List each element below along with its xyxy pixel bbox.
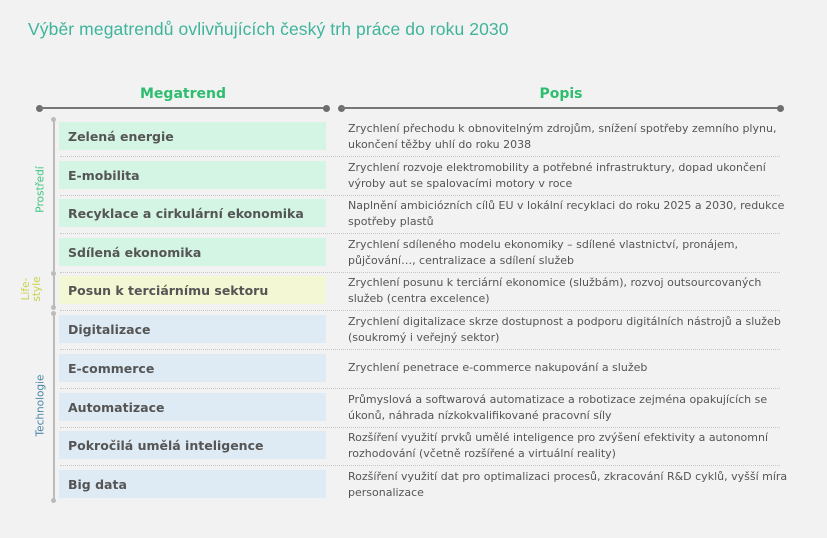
table-row — [59, 276, 827, 315]
table-row — [59, 238, 827, 277]
popis-header-line — [341, 107, 781, 109]
megatrend-name: E-commerce — [59, 354, 326, 382]
row-divider — [60, 465, 780, 466]
table-row — [59, 393, 827, 432]
megatrend-header-line — [40, 107, 326, 109]
row-divider — [60, 233, 780, 234]
megatrend-description: Zrychlení digitalizace skrze dostupnost a podporu digitálních nástrojů a služeb (soukromý i veřejný sektor) — [348, 315, 781, 344]
row-divider — [60, 427, 780, 428]
megatrend-description: Rozšíření využití dat pro optimalizaci procesů, zkracování R&D cyklů, vyšší míra personalizace — [348, 470, 788, 499]
megatrend-header: Megatrend — [140, 86, 226, 102]
row-divider — [60, 310, 780, 311]
megatrend-name: Pokročilá umělá inteligence — [59, 431, 326, 459]
megatrend-name: Zelená energie — [59, 122, 326, 150]
table-row — [59, 122, 827, 161]
megatrend-description: Zrychlení přechodu k obnovitelným zdrojům, snížení spotřeby zemního plynu, ukončení těžby uhlí do roku 2038 — [348, 122, 777, 151]
megatrend-name: Big data — [59, 470, 326, 498]
row-divider — [60, 349, 780, 350]
megatrend-name: E-mobilita — [59, 161, 326, 189]
page-title: Výběr megatrendů ovlivňujících český trh práce do roku 2030 — [28, 19, 509, 39]
table-row — [59, 431, 827, 470]
megatrend-name: Automatizace — [59, 393, 326, 421]
megatrend-name: Sdílená ekonomika — [59, 238, 326, 266]
table-row — [59, 354, 827, 393]
table-row — [59, 470, 827, 509]
megatrend-description: Průmyslová a softwarová automatizace a robotizace zejména opakujících se úkonů, náhrada nízkokvalifikované pracovní síly — [348, 393, 768, 422]
header-line-dot — [323, 105, 330, 112]
group-bracket-lifestyle — [53, 273, 55, 306]
megatrend-description: Rozšíření využití prvků umělé inteligence pro zvýšení efektivity a autonomní rozhodování (včetně rozšířené a virtuální reality) — [348, 431, 769, 460]
megatrend-name: Recyklace a cirkulární ekonomika — [59, 199, 326, 227]
group-label-prostredi: Prostředí — [34, 166, 47, 213]
megatrend-description: Zrychlení posunu k terciární ekonomice (službám), rozvoj outsourcovaných služeb (centra excelence) — [348, 276, 762, 305]
group-label-technologie: Technologie — [34, 374, 47, 437]
megatrend-description: Naplnění ambiciózních cílů EU v lokální recyklaci do roku 2025 a 2030, redukce spotřeby plastů — [348, 199, 785, 228]
bracket-dot — [51, 305, 56, 310]
megatrend-description: Zrychlení rozvoje elektromobility a potřebné infrastruktury, dopad ukončení výroby aut se spalovacími motory v roce — [348, 161, 766, 190]
group-label-lifestyle — [21, 269, 43, 309]
group-bracket-prostredi — [53, 119, 55, 271]
row-divider — [60, 195, 780, 196]
row-divider — [60, 272, 780, 273]
group-bracket-technologie — [53, 313, 55, 499]
megatrend-name: Digitalizace — [59, 315, 326, 343]
header-line-dot — [777, 105, 784, 112]
group-label-lifestyle-text: Life- style — [20, 276, 43, 302]
megatrend-description: Zrychlení sdíleného modelu ekonomiky – sdílené vlastnictví, pronájem, půjčování…, centralizace a sdílení služeb — [348, 238, 738, 267]
popis-header: Popis — [539, 86, 583, 102]
megatrend-name: Posun k terciárnímu sektoru — [59, 276, 326, 304]
row-divider — [60, 156, 780, 157]
table-row — [59, 199, 827, 238]
table-row — [59, 161, 827, 200]
bracket-dot — [51, 498, 56, 503]
row-divider — [60, 388, 780, 389]
megatrend-description: Zrychlení penetrace e-commerce nakupování a služeb — [348, 361, 648, 374]
table-row — [59, 315, 827, 354]
